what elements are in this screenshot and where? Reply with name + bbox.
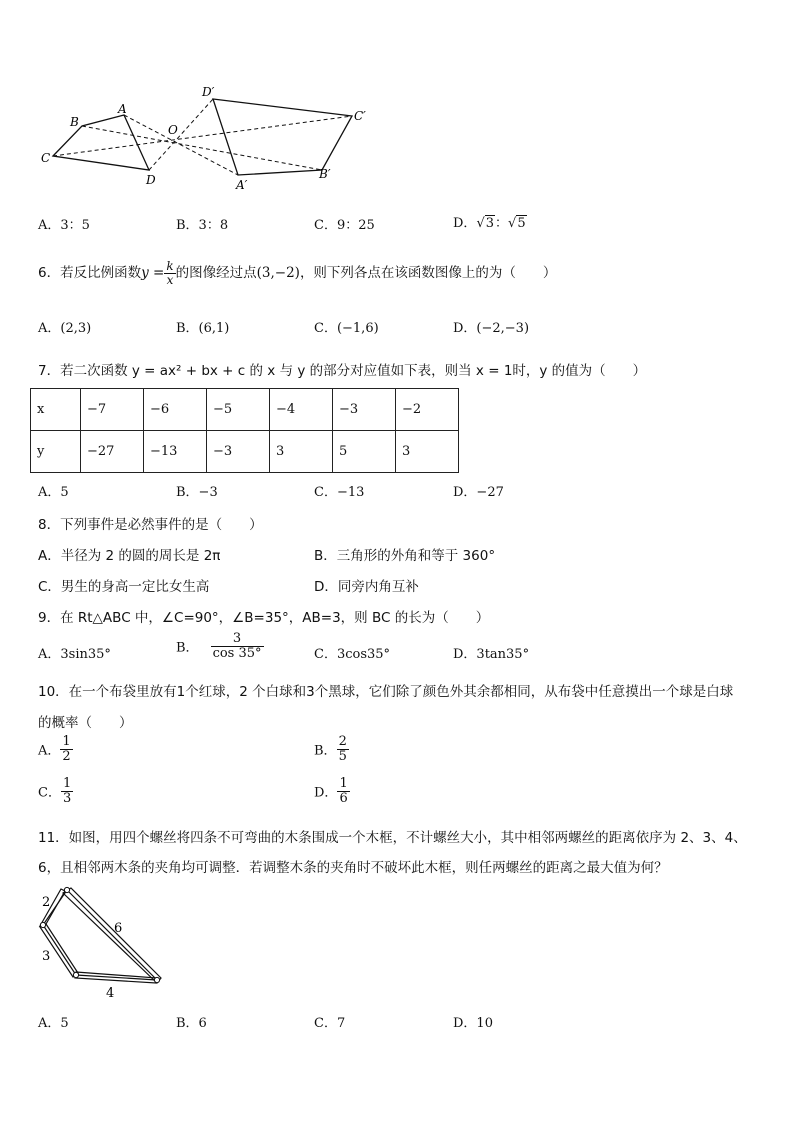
q10-b-den: 5 — [338, 748, 347, 764]
side-label-4: 4 — [106, 986, 115, 1000]
q8-option-b: B．三角形的外角和等于 360° — [314, 548, 496, 564]
q10-d-prefix: D． — [314, 785, 338, 801]
label-D: D — [146, 173, 156, 187]
q6-pre: 6．若反比例函数 — [38, 265, 142, 281]
table-cell: 3 — [270, 431, 333, 473]
q5-option-a: A．3：5 — [38, 218, 90, 233]
label-O: O — [168, 123, 178, 137]
table-cell: −7 — [81, 389, 144, 431]
q5-d-radicand1: 3 — [485, 216, 495, 231]
q10-a-prefix: A． — [38, 743, 61, 759]
q7-value-table — [30, 388, 459, 473]
q8-option-c: C．男生的身高一定比女生高 — [38, 579, 210, 595]
table-cell: y — [31, 431, 81, 473]
q6-option-d: D．(−2,−3) — [453, 321, 530, 336]
q10-b-num: 2 — [338, 734, 347, 749]
table-cell: −2 — [396, 389, 459, 431]
table-cell: −27 — [81, 431, 144, 473]
table-cell: −4 — [270, 389, 333, 431]
q6-tail: ，则下列各点在该函数图像上的为（ ） — [299, 265, 557, 281]
q8-option-a: A．半径为 2 的圆的周长是 2π — [38, 548, 221, 564]
q9-option-d: D．3tan35° — [453, 647, 530, 662]
side-label-3: 3 — [42, 949, 51, 964]
label-B-prime: B′ — [319, 167, 331, 181]
q9-b-fraction — [211, 632, 264, 660]
similar-quadrilaterals-figure — [30, 78, 380, 198]
q6-option-b: B．(6,1) — [176, 321, 230, 336]
q7-option-c: C．−13 — [314, 485, 365, 500]
side-label-2: 2 — [42, 895, 51, 910]
q8-option-d: D．同旁内角互补 — [314, 579, 419, 595]
q9-b-den: cos 35° — [212, 645, 262, 661]
q10-c-den: 3 — [62, 790, 72, 806]
table-cell: −6 — [144, 389, 207, 431]
q6-k: k — [166, 258, 174, 273]
q10-stem-line2: 的概率（ ） — [38, 715, 133, 731]
sqrt-icon: √ — [476, 216, 485, 231]
q5-d-prefix: D． — [453, 216, 477, 231]
q5-d-radicand2: 5 — [517, 216, 526, 231]
q5-d-sep: ： — [495, 216, 509, 231]
table-cell: −3 — [207, 431, 270, 473]
q11-option-d: D．10 — [453, 1016, 493, 1031]
q6-x: x — [166, 272, 174, 287]
q10-option-a — [38, 735, 73, 763]
q10-c-num: 1 — [62, 776, 72, 791]
q10-d-num: 1 — [339, 776, 348, 791]
label-A: A — [118, 102, 127, 116]
sqrt-icon: √ — [508, 216, 517, 231]
q7-option-a: A．5 — [38, 485, 69, 500]
q11-option-b: B．6 — [176, 1016, 207, 1031]
q10-a-num: 1 — [62, 734, 71, 749]
q10-a-den: 2 — [62, 748, 71, 764]
table-cell: x — [31, 389, 81, 431]
q10-c-prefix: C． — [38, 785, 61, 801]
table-cell: 5 — [333, 431, 396, 473]
q6-option-a: A．(2,3) — [38, 321, 92, 336]
q5-option-c: C．9：25 — [314, 218, 375, 233]
label-C-prime: C′ — [354, 109, 366, 123]
q6-stem — [38, 259, 556, 287]
q9-b-num: 3 — [211, 632, 264, 647]
q10-b-fraction — [337, 735, 349, 763]
q11-stem-line1: 11．如图，用四个螺丝将四条不可弯曲的木条围成一个木框，不计螺丝大小，其中相邻两螺丝的距离依序为 2、3、4、 — [38, 830, 747, 846]
q10-c-fraction — [61, 777, 73, 805]
q7-option-d: D．−27 — [453, 485, 504, 500]
q10-d-den: 6 — [339, 790, 348, 806]
q10-d-fraction — [337, 777, 349, 805]
q9-b-prefix: B． — [176, 640, 199, 656]
label-C: C — [41, 151, 51, 165]
table-row — [31, 389, 459, 431]
q9-option-c: C．3cos35° — [314, 647, 391, 662]
q11-stem-line2: 6，且相邻两木条的夹角均可调整．若调整木条的夹角时不破坏此木框，则任两螺丝的距离之最大值为何？ — [38, 860, 668, 876]
q11-option-a: A．5 — [38, 1016, 69, 1031]
table-cell: −3 — [333, 389, 396, 431]
q7-stem: 7．若二次函数 y = ax² + bx + c 的 x 与 y 的部分对应值如下表，则当 x = 1时，y 的值为（ ） — [38, 363, 647, 379]
table-cell: −5 — [207, 389, 270, 431]
q10-b-prefix: B． — [314, 743, 337, 759]
table-cell: 3 — [396, 431, 459, 473]
side-label-6: 6 — [114, 921, 123, 936]
q6-option-c: C．(−1,6) — [314, 321, 379, 336]
q6-post: 的图像经过点 — [175, 265, 257, 281]
q10-a-fraction — [60, 735, 72, 763]
q5-option-b: B．3：8 — [176, 218, 229, 233]
q9-option-a: A．3sin35° — [38, 647, 111, 662]
q6-point: (3,−2) — [256, 265, 300, 281]
table-cell: −13 — [144, 431, 207, 473]
q10-option-c — [38, 777, 73, 805]
q6-fraction — [164, 260, 175, 286]
q9-stem: 9．在 Rt△ABC 中，∠C=90°，∠B=35°，AB=3，则 BC 的长为（ ） — [38, 610, 490, 626]
wooden-frame-figure — [30, 882, 170, 1000]
label-B: B — [70, 115, 79, 129]
q5-option-d — [453, 212, 527, 231]
q7-option-b: B．−3 — [176, 485, 218, 500]
q9-option-b — [176, 632, 264, 660]
q8-stem: 8．下列事件是必然事件的是（ ） — [38, 517, 263, 533]
q10-stem-line1: 10．在一个布袋里放有1个红球，2 个白球和3个黑球，它们除了颜色外其余都相同，从布袋中任意摸出一个球是白球 — [38, 684, 734, 700]
q10-option-b — [314, 735, 349, 763]
q6-y: y = — [141, 265, 165, 281]
q11-option-c: C．7 — [314, 1016, 346, 1031]
table-row — [31, 431, 459, 473]
label-A-prime: A′ — [236, 178, 248, 192]
label-D-prime: D′ — [202, 85, 215, 99]
q10-option-d — [314, 777, 350, 805]
